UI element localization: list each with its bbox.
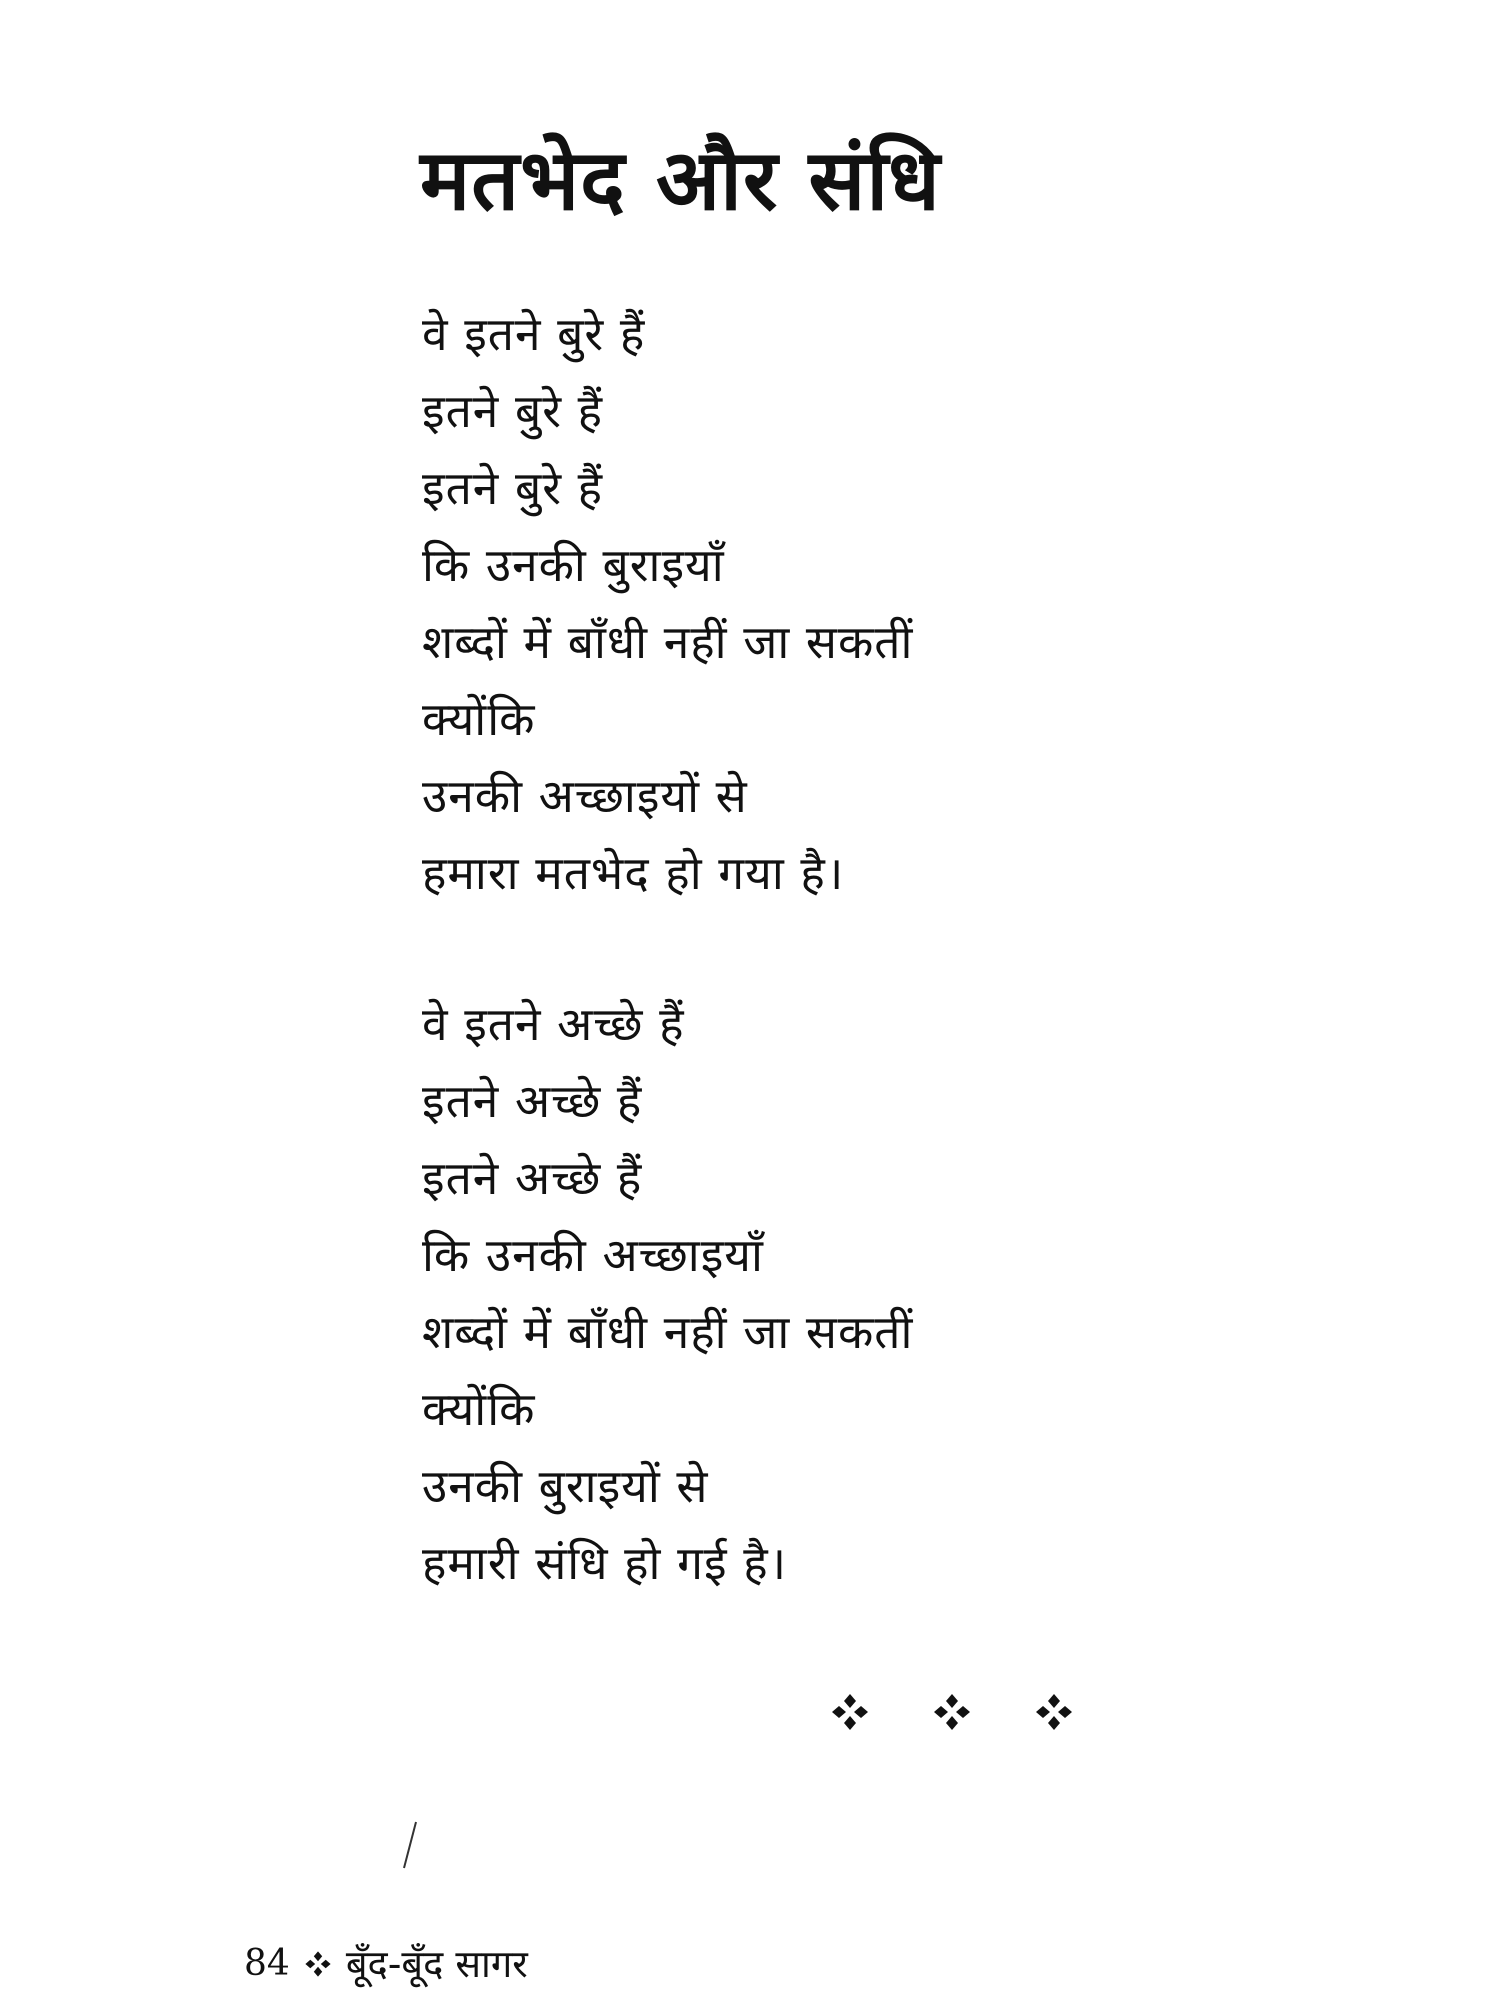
poem-line: शब्दों में बाँधी नहीं जा सकतीं — [422, 615, 914, 669]
four-diamond-ornament-icon — [304, 1950, 332, 1978]
poem-line: इतने बुरे हैं — [422, 384, 604, 438]
section-end-ornaments — [830, 1692, 1090, 1752]
poem-line: उनकी बुराइयों से — [422, 1459, 709, 1513]
poem-line: कि उनकी अच्छाइयाँ — [422, 1228, 764, 1282]
poem-line: इतने अच्छे हैं — [422, 1151, 643, 1205]
poem-line: क्योंकि — [422, 1382, 536, 1436]
stray-pen-mark — [400, 1820, 420, 1870]
poem-line: शब्दों में बाँधी नहीं जा सकतीं — [422, 1305, 914, 1359]
poem-line: कि उनकी बुराइयाँ — [422, 538, 725, 592]
poem-line: वे इतने अच्छे हैं — [422, 997, 685, 1051]
four-diamond-ornament-icon — [932, 1692, 972, 1732]
book-title: बूँद-बूँद सागर — [345, 1942, 528, 1986]
poem-title: मतभेद और संधि — [420, 131, 941, 230]
poem-line: उनकी अच्छाइयों से — [422, 769, 748, 823]
four-diamond-ornament-icon — [1034, 1692, 1074, 1732]
page-number: 84 — [244, 1943, 290, 1984]
stanza-2 — [422, 986, 913, 1602]
poem-line: वे इतने बुरे हैं — [422, 307, 646, 361]
stanza-1 — [422, 296, 913, 912]
page-footer — [244, 1944, 528, 1984]
poem-line: हमारी संधि हो गई है। — [422, 1536, 788, 1590]
four-diamond-ornament-icon — [830, 1692, 870, 1732]
poem-line: क्योंकि — [422, 692, 536, 746]
poem-line: हमारा मतभेद हो गया है। — [422, 846, 845, 900]
poem-line: इतने बुरे हैं — [422, 461, 604, 515]
poem-line: इतने अच्छे हैं — [422, 1074, 643, 1128]
